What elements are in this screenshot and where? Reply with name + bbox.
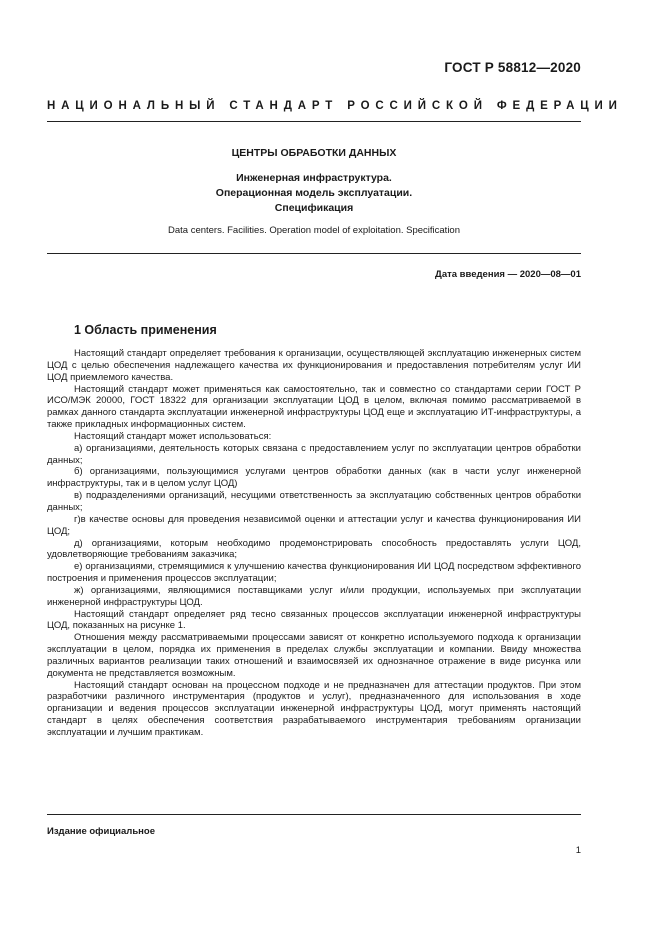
paragraph: Настоящий стандарт определяет ряд тесно связанных процессов эксплуатации инженерной инфраструктуры ЦОД, показанных на рисунке 1. — [47, 608, 581, 632]
list-item: ж) организациями, являющимися поставщиками услуг и/или продукции, используемых при эксплуатации инженерной инфраструктуры ЦОД. — [47, 584, 581, 608]
list-item: д) организациями, которым необходимо продемонстрировать способность предоставлять услуги ЦОД, удовлетворяющие требованиям заказчика; — [47, 537, 581, 561]
list-item: г)в качестве основы для проведения независимой оценки и аттестации услуг и качества функционирования ИИ ЦОД; — [47, 513, 581, 537]
introduction-date: Дата введения — 2020—08—01 — [435, 269, 581, 280]
list-item: а) организациями, деятельность которых связана с предоставлением услуг по эксплуатации центров обработки данных; — [47, 442, 581, 466]
list-item: б) организациями, пользующимися услугами центров обработки данных (как в части услуг инженерной инфраструктуры, так и в целом услуг ЦОД) — [47, 466, 581, 490]
english-title: Data centers. Facilities. Operation model of exploitation. Specification — [167, 225, 460, 236]
list-item: е) организациями, стремящимися к улучшению качества функционирования ИИ ЦОД посредством эффективного построения и применения процессов эксплуатации; — [47, 561, 581, 585]
section-heading: 1 Область применения — [74, 323, 217, 337]
paragraph: Настоящий стандарт определяет требования к организации, осуществляющей эксплуатацию инженерных систем ЦОД с целью обеспечения надлежащего качества их функционирования и предоставления потребителям услуг ИИ ЦОД приемлемого качества. — [47, 348, 581, 383]
list-item: в) подразделениями организаций, несущими ответственность за эксплуатацию собственных центров обработки данных; — [47, 490, 581, 513]
middle-divider — [47, 253, 581, 254]
section-body — [47, 348, 581, 739]
document-subtitle — [47, 171, 581, 216]
paragraph: Настоящий стандарт основан на процессном подходе и не предназначен для аттестации продуктов. При этом разработчики различного инструментария (продуктов и услуг), предназначенного для использования в ходе организации и ведения процессов эксплуатации инженерной инфраструктуры ЦОД, могут применять настоящий стандарт в целях обеспечения соответствия разрабатываемого инструментария требованиям организации эксплуатации и лучшим практикам. — [47, 679, 581, 738]
paragraph: Настоящий стандарт может применяться как самостоятельно, так и совместно со стандартами серии ГОСТ Р ИСО/МЭК 20000, ГОСТ 18322 для организации эксплуатации ЦОД в целом, включая помимо рассматриваемой в рамках данного стандарта эксплуатации инженерной инфраструктуры ЦОД еще и эксплуатацию ИТ-инфраструктуры, а также прикладных информационных систем. — [47, 383, 581, 431]
paragraph: Отношения между рассматриваемыми процессами зависят от конкретно используемого подхода к организации эксплуатации в целом, порядка их применения в пределах службы эксплуатации и компании. Ввиду множества различных вариантов реализации таких отношений и взаимосвязей их однозначное отражение в виде рисунка или документа не представляется возможным. — [47, 632, 581, 679]
page-number: 1 — [575, 845, 581, 856]
footer-divider — [47, 814, 581, 815]
document-title: ЦЕНТРЫ ОБРАБОТКИ ДАННЫХ — [231, 147, 397, 159]
gost-number: ГОСТ Р 58812—2020 — [444, 60, 581, 75]
subtitle-line-3: Спецификация — [274, 202, 354, 214]
subtitle-line-1: Инженерная инфраструктура. — [236, 172, 392, 184]
subtitle-line-2: Операционная модель эксплуатации. — [215, 187, 413, 199]
top-divider — [47, 121, 581, 122]
edition-label: Издание официальное — [47, 826, 155, 837]
national-standard-heading: НАЦИОНАЛЬНЫЙ СТАНДАРТ РОССИЙСКОЙ ФЕДЕРАЦИИ — [47, 100, 623, 112]
paragraph: Настоящий стандарт может использоваться: — [74, 430, 272, 442]
